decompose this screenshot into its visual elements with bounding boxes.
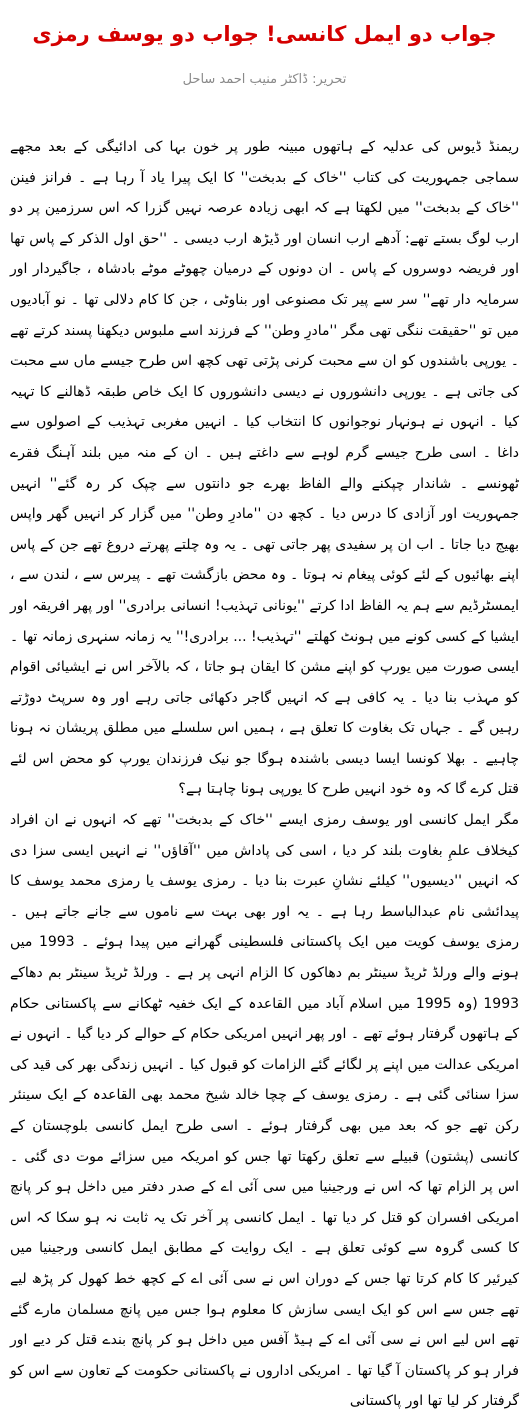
article-body (10, 132, 520, 1410)
author-byline: تحریر: ڈاکٹر منیب احمد ساحل (182, 72, 347, 87)
article-title: جواب دو ایمل کانسی! جواب دو یوسف رمزی (32, 22, 497, 46)
article-paragraph-1: ریمنڈ ڈیوس کی عدلیہ کے ہاتھوں مبینہ طور پر خون بہا کی ادائیگی کے بعد مجھے سماجی جمہوریت کی کتاب ''خاک کے بدبخت'' کا ایک پیرا یاد آ رہا ہے ۔ فرانز فینن ''خاک کے بدبخت'' میں لکھتا ہے کہ ابھی زیادہ عرصہ نہیں گزرا کہ اس سرزمین پر دو ارب لوگ بستے تھے: آدھے ارب انسان اور ڈیڑھ ارب دیسی ۔ ''حق اول الذکر کے پاس تھا اور فریضہ دوسروں کے پاس ۔ ان دونوں کے درمیان چھوٹے موٹے بادشاہ ، جاگیردار اور سرمایہ دار تھے'' سر سے پیر تک مصنوعی اور بناوٹی ، جن کا کام دلالی تھا ۔ نو آبادیوں میں تو ''حقیقت ننگی تھی مگر ''مادرِ وطن'' کے فرزند اسے ملبوس دیکھنا پسند کرتے تھے ۔ یورپی باشندوں کو ان سے محبت کرنی پڑتی تھی کچھ اس طرح جیسے ماں سے محبت کی جاتی ہے ۔ یورپی دانشوروں نے دیسی دانشوروں کا ایک خاص طبقہ ڈھالنے کا تہیہ کیا ۔ انہوں نے ہونہار نوجوانوں کا انتخاب کیا ۔ انہیں مغربی تہذیب کے اصولوں سے داغا ۔ اسی طرح جیسے گرم لوہے سے داغتے ہیں ۔ ان کے منہ میں بلند آہنگ فقرے ٹھونسے ۔ شاندار چپکنے والے الفاظ بھرے جو دانتوں سے چپک کر رہ گئے'' انہیں جمہوریت اور آزادی کا درس دیا ۔ کچھ دن ''مادرِ وطن'' میں گزار کر انہیں گھر واپس بھیج دیا جاتا ۔ اب ان پر سفیدی پھر جاتی تھی ۔ یہ وہ چلتے پھرتے دروغ تھے جن کے پاس اپنے بھائیوں کے لئے کوئی پیغام نہ ہوتا ۔ وہ محض بازگشت تھے ۔ پیرس سے ، لندن سے ، ایمسٹرڈیم سے ہم یہ الفاظ ادا کرتے ''یونانی تہذیب! انسانی برادری'' اور پھر افریقہ اور ایشیا کے کسی کونے میں ہونٹ کھلتے ''تہذیب! ... برادری!'' یہ زمانہ سنہری زمانہ تھا ۔ ایسی صورت میں یورپ کو اپنے مشن کا ایقان ہو جاتا ، کہ بالآخر اس نے ایشیائی اقوام کو مہذب بنا دیا ۔ یہ کافی ہے کہ انہیں گاجر دکھائی جاتی رہے اور وہ سرپٹ دوڑتے رہیں گے ۔ جہاں تک بغاوت کا تعلق ہے ، ہمیں اس سلسلے میں مطلق پریشان نہ ہونا چاہیے ۔ بھلا کونسا ایسا دیسی باشندہ ہوگا جو نیک فرزندان یورپ کو محض اس لئے قتل کرے گا کہ وہ خود انہیں طرح کا یورپی ہونا چاہتا ہے؟ (10, 139, 519, 798)
article-paragraph-2: مگر ایمل کانسی اور یوسف رمزی ایسے ''خاک کے بدبخت'' تھے کہ انہوں نے ان افراد کیخلاف علمِ بغاوت بلند کر دیا ، اسی کی پاداش میں ''آقاؤں'' نے انہیں ایسی سزا دی کہ انہیں ''دیسیوں'' کیلئے نشانِ عبرت بنا دیا ۔ رمزی یوسف یا رمزی محمد یوسف کا پیدائشی نام عبدالباسط رہا ہے ۔ یہ اور بھی بہت سے ناموں سے جانے جاتے ہیں ۔ رمزی یوسف کویت میں ایک پاکستانی فلسطینی گھرانے میں پیدا ہوئے ۔ 1993 میں ہونے والے ورلڈ ٹریڈ سینٹر بم دھاکوں کا الزام انہی پر ہے ۔ ورلڈ ٹریڈ سینٹر بم دھاکے 1993 (وہ 1995 میں اسلام آباد میں القاعدہ کے ایک خفیہ ٹھکانے سے پاکستانی حکام کے ہاتھوں گرفتار ہوئے تھے ۔ اور پھر انہیں امریکی حکام کے حوالے کر دیا گیا ۔ انہوں نے امریکی عدالت میں اپنے پر لگائے گئے الزامات کو قبول کیا ۔ انہیں زندگی بھر کی قید کی سزا سنائی گئی ہے ۔ رمزی یوسف کے چچا خالد شیخ محمد بھی القاعدہ کے ایک سینئر رکن تھے جو کہ بعد میں بھی گرفتار ہوئے ۔ اسی طرح ایمل کانسی بلوچستان کے کانسی (پشتون) قبیلے سے تعلق رکھتا تھا جس کو امریکہ میں سزائے موت دی گئی ۔ اس پر الزام تھا کہ اس نے ورجینیا میں سی آئی اے کے صدر دفتر میں داخل ہو کر پانچ امریکی افسران کو قتل کر دیا تھا ۔ ایمل کانسی پر آخر تک یہ ثابت نہ ہو سکا کہ اس کا کسی گروہ سے کوئی تعلق ہے ۔ ایک روایت کے مطابق ایمل کانسی ورجینیا میں کیرئیر کا کام کرتا تھا جس کے دوران اس نے سی آئی اے کے کچھ خط کھول کر پڑھ لیے تھے جس سے اس کو ایک ایسی سازش کا معلوم ہوا جس میں پانچ مسلمان مارے گئے تھے اس لیے اس نے سی آئی اے کے ہیڈ آفس میں داخل ہو کر پانچ بندے قتل کر دیے اور فرار ہو کر پاکستان آ گیا تھا ۔ امریکی اداروں نے پاکستانی حکومت کے تعاون سے اس کو گرفتار کر لیا تھا اور پاکستانی (10, 812, 520, 1410)
